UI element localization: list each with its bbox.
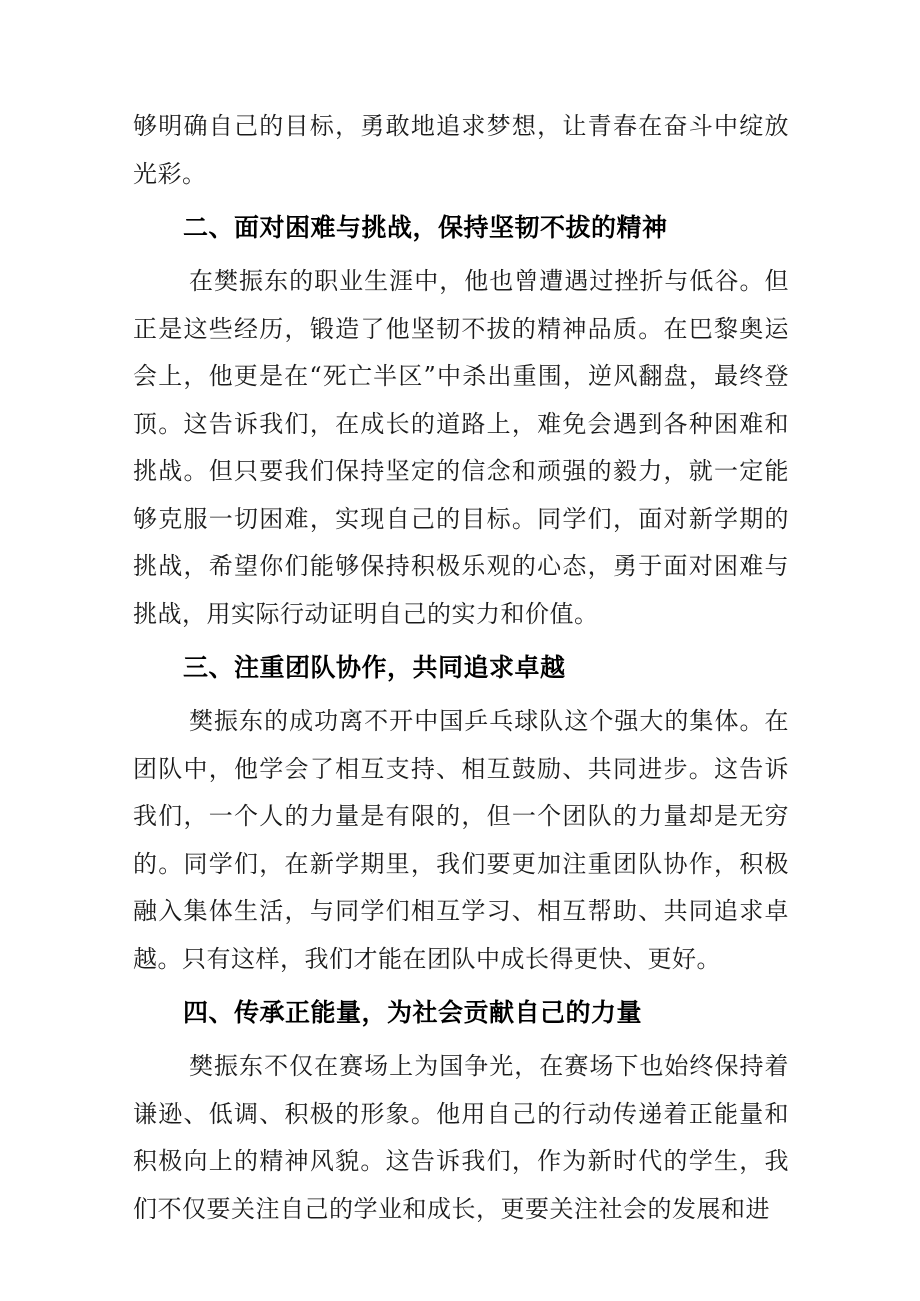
section-heading-four: 四、传承正能量，为社会贡献自己的力量 (183, 998, 643, 1027)
section-heading-two: 二、面对困难与挑战，保持坚韧不拔的精神 (183, 213, 668, 242)
paragraph-continuation-from-previous-page: 够明确自己的目标，勇敢地追求梦想，让青春在奋斗中绽放光彩。 (133, 112, 789, 188)
section-two-paragraph: 在樊振东的职业生涯中，他也曾遭遇过挫折与低谷。但正是这些经历，锻造了他坚韧不拔的精神品质。在巴黎奥运会上，他更是在“死亡半区”中杀出重围，逆风翻盘，最终登顶。这告诉我们，在成长的道路上，难免会遇到各种困难和挑战。但只要我们保持坚定的信念和顽强的毅力，就一定能够克服一切困难，实现自己的目标。同学们，面对新学期的挑战，希望你们能够保持积极乐观的心态，勇于面对困难与挑战，用实际行动证明自己的实力和价值。 (133, 267, 789, 628)
section-four-paragraph: 樊振东不仅在赛场上为国争光，在赛场下也始终保持着谦逊、低调、积极的形象。他用自己的行动传递着正能量和积极向上的精神风貌。这告诉我们，作为新时代的学生，我们不仅要关注自己的学业和成长，更要关注社会的发展和进 (133, 1052, 789, 1223)
section-three-paragraph: 樊振东的成功离不开中国乒乓球队这个强大的集体。在团队中，他学会了相互支持、相互鼓励、共同进步。这告诉我们，一个人的力量是有限的，但一个团队的力量却是无穷的。同学们，在新学期里，我们要更加注重团队协作，积极融入集体生活，与同学们相互学习、相互帮助、共同追求卓越。只有这样，我们才能在团队中成长得更快、更好。 (133, 707, 789, 973)
document-content (133, 103, 789, 1233)
section-heading-three: 三、注重团队协作，共同追求卓越 (183, 653, 566, 682)
